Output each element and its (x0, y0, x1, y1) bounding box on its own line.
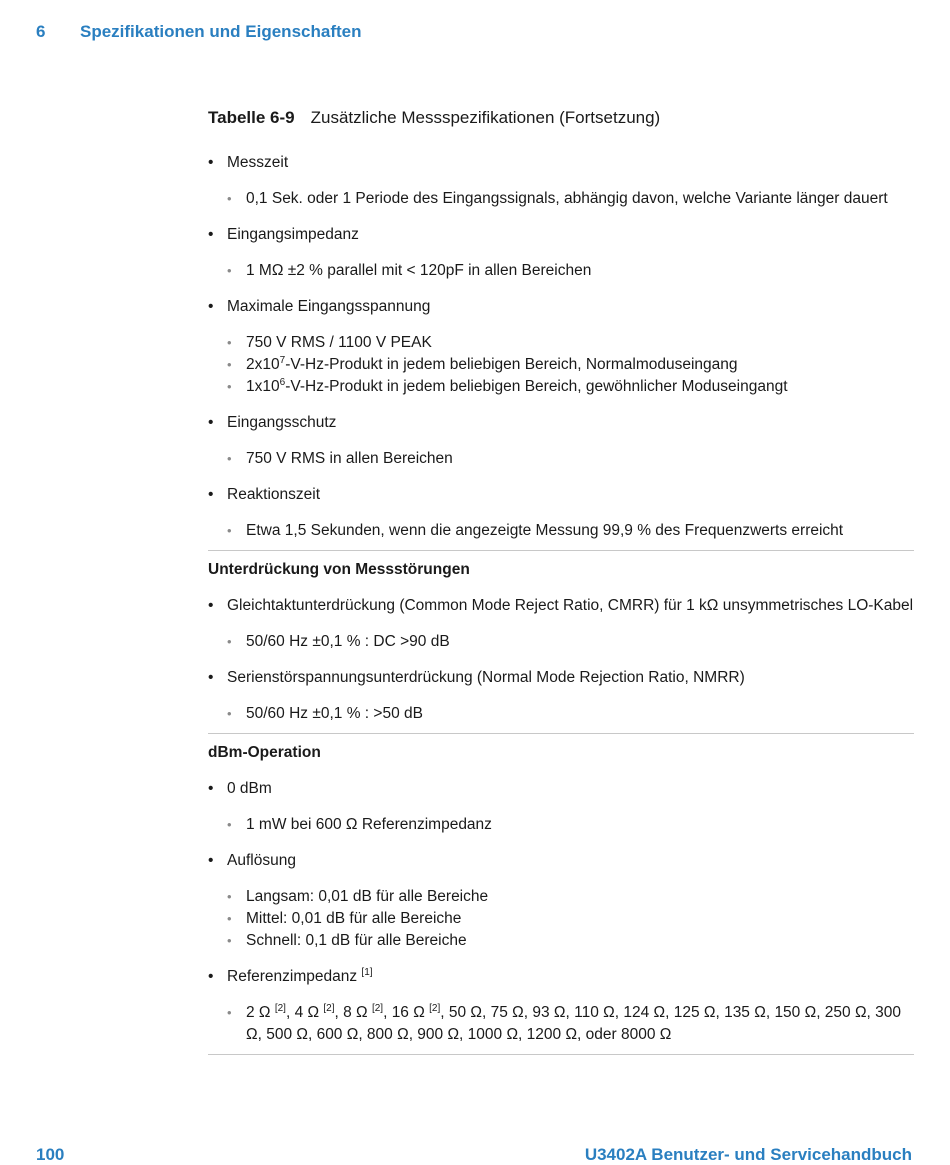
spec-label: Gleichtaktunterdrückung (Common Mode Reject Ratio, CMRR) für 1 kΩ unsymmetrisches LO-Kabel (227, 597, 914, 614)
spec-value (208, 520, 914, 542)
spec-label: Serienstörspannungsunterdrückung (Normal Mode Rejection Ratio, NMRR) (227, 669, 745, 686)
spec-label: Referenzimpedanz (227, 968, 362, 985)
spec-value (208, 354, 914, 376)
bullet-icon: • (208, 852, 214, 869)
book-title: U3402A Benutzer- und Servicehandbuch (584, 1145, 912, 1164)
bullet-icon: • (208, 486, 214, 503)
spec-value-text: Schnell: 0,1 dB für alle Bereiche (246, 932, 467, 949)
spec-value (208, 376, 914, 398)
spec-value-text: 50/60 Hz ±0,1 % : >50 dB (246, 705, 423, 722)
spec-value-text: 50/60 Hz ±0,1 % : DC >90 dB (246, 633, 450, 650)
bullet-icon: • (208, 226, 214, 243)
spec-value-text: 1 MΩ ±2 % parallel mit < 120pF in allen Bereichen (246, 262, 592, 279)
spec-value-text: 750 V RMS / 1100 V PEAK (246, 334, 432, 351)
spec-item-referenzimpedanz (208, 966, 914, 988)
spec-value-text: 750 V RMS in allen Bereichen (246, 450, 453, 467)
footnote-ref: [2] (371, 1002, 384, 1014)
spec-value-text: 1 mW bei 600 Ω Referenzimpedanz (246, 816, 492, 833)
spec-value-text: Mittel: 0,01 dB für alle Bereiche (246, 910, 462, 927)
spec-label: Eingangsschutz (227, 414, 337, 431)
section-divider (208, 1054, 914, 1055)
spec-item-aufloesung (208, 850, 914, 872)
sub-bullet-icon: • (227, 1005, 232, 1020)
spec-item-nmrr (208, 667, 914, 689)
spec-value (208, 814, 914, 836)
sub-bullet-icon: • (227, 191, 232, 206)
section-divider (208, 550, 914, 551)
spec-label: Auflösung (227, 852, 296, 869)
spec-item-max-eingangsspannung (208, 296, 914, 318)
spec-item-eingangsimpedanz (208, 224, 914, 246)
spec-value (208, 703, 914, 725)
page-number: 100 (36, 1145, 65, 1164)
sub-bullet-icon: • (227, 706, 232, 721)
spec-value (208, 448, 914, 470)
spec-value-text: , 8 Ω (334, 1004, 372, 1021)
spec-content (208, 152, 914, 1063)
bullet-icon: • (208, 154, 214, 171)
chapter-title: Spezifikationen und Eigenschaften (80, 22, 362, 41)
section-heading-stoerungen: Unterdrückung von Messstörungen (208, 561, 470, 578)
spec-value-text: 2 Ω (246, 1004, 275, 1021)
spec-value (208, 886, 914, 908)
exponent: 7 (279, 354, 286, 366)
spec-item-0dbm (208, 778, 914, 800)
spec-label: Messzeit (227, 154, 289, 171)
exponent: 6 (279, 376, 286, 388)
chapter-number: 6 (36, 22, 46, 41)
spec-value-text: Langsam: 0,01 dB für alle Bereiche (246, 888, 489, 905)
bullet-icon: • (208, 968, 214, 985)
spec-value-text: , 50 Ω, 75 Ω, 93 Ω, 110 Ω, 124 Ω, 125 Ω, 135 Ω, 150 Ω, 250 Ω, 300 Ω, 500 Ω, 600 Ω, 800 Ω, 900 Ω, 1000 Ω, 1200 Ω, oder 8000 Ω (246, 1004, 902, 1043)
table-caption-text: Zusätzliche Messspezifikationen (Fortsetzung) (310, 108, 661, 127)
table-label: Tabelle 6-9 (208, 108, 295, 127)
spec-item-reaktionszeit (208, 484, 914, 506)
bullet-icon: • (208, 298, 214, 315)
spec-value (208, 1002, 914, 1046)
sub-bullet-icon: • (227, 634, 232, 649)
spec-value-text: , 4 Ω (285, 1004, 324, 1021)
spec-value (208, 332, 914, 354)
bullet-icon: • (208, 414, 214, 431)
spec-value (208, 631, 914, 653)
sub-bullet-icon: • (227, 889, 232, 904)
section-divider (208, 733, 914, 734)
footnote-ref: [1] (361, 966, 373, 978)
spec-value (208, 908, 914, 930)
spec-item-cmrr (208, 595, 914, 617)
spec-label: Reaktionszeit (227, 486, 321, 503)
spec-value-text: -V-Hz-Produkt in jedem beliebigen Bereich, Normalmoduseingang (285, 356, 738, 373)
sub-bullet-icon: • (227, 335, 232, 350)
bullet-icon: • (208, 669, 214, 686)
footnote-ref: [2] (323, 1002, 335, 1014)
spec-item-eingangsschutz (208, 412, 914, 434)
sub-bullet-icon: • (227, 451, 232, 466)
spec-label: Eingangsimpedanz (227, 226, 359, 243)
sub-bullet-icon: • (227, 379, 232, 394)
footnote-ref: [2] (274, 1002, 286, 1014)
spec-label: Maximale Eingangsspannung (227, 298, 431, 315)
spec-value-text: , 16 Ω (383, 1004, 430, 1021)
sub-bullet-icon: • (227, 357, 232, 372)
spec-value-text: Etwa 1,5 Sekunden, wenn die angezeigte Messung 99,9 % des Frequenzwerts erreicht (246, 522, 844, 539)
bullet-icon: • (208, 780, 214, 797)
sub-bullet-icon: • (227, 523, 232, 538)
spec-value (208, 188, 914, 210)
spec-value-text: 1x10 (246, 378, 280, 395)
spec-value (208, 260, 914, 282)
sub-bullet-icon: • (227, 911, 232, 926)
spec-label: 0 dBm (227, 780, 272, 797)
table-caption (208, 108, 660, 128)
sub-bullet-icon: • (227, 263, 232, 278)
spec-value-text: 2x10 (246, 356, 280, 373)
spec-value-text: 0,1 Sek. oder 1 Periode des Eingangssignals, abhängig davon, welche Variante länger dauert (246, 190, 888, 207)
section-heading-dbm: dBm-Operation (208, 744, 321, 761)
sub-bullet-icon: • (227, 933, 232, 948)
footnote-ref: [2] (429, 1002, 441, 1014)
spec-value-text: -V-Hz-Produkt in jedem beliebigen Bereich, gewöhnlicher Moduseingangt (285, 378, 788, 395)
spec-item-messzeit (208, 152, 914, 174)
sub-bullet-icon: • (227, 817, 232, 832)
spec-value (208, 930, 914, 952)
bullet-icon: • (208, 597, 214, 614)
